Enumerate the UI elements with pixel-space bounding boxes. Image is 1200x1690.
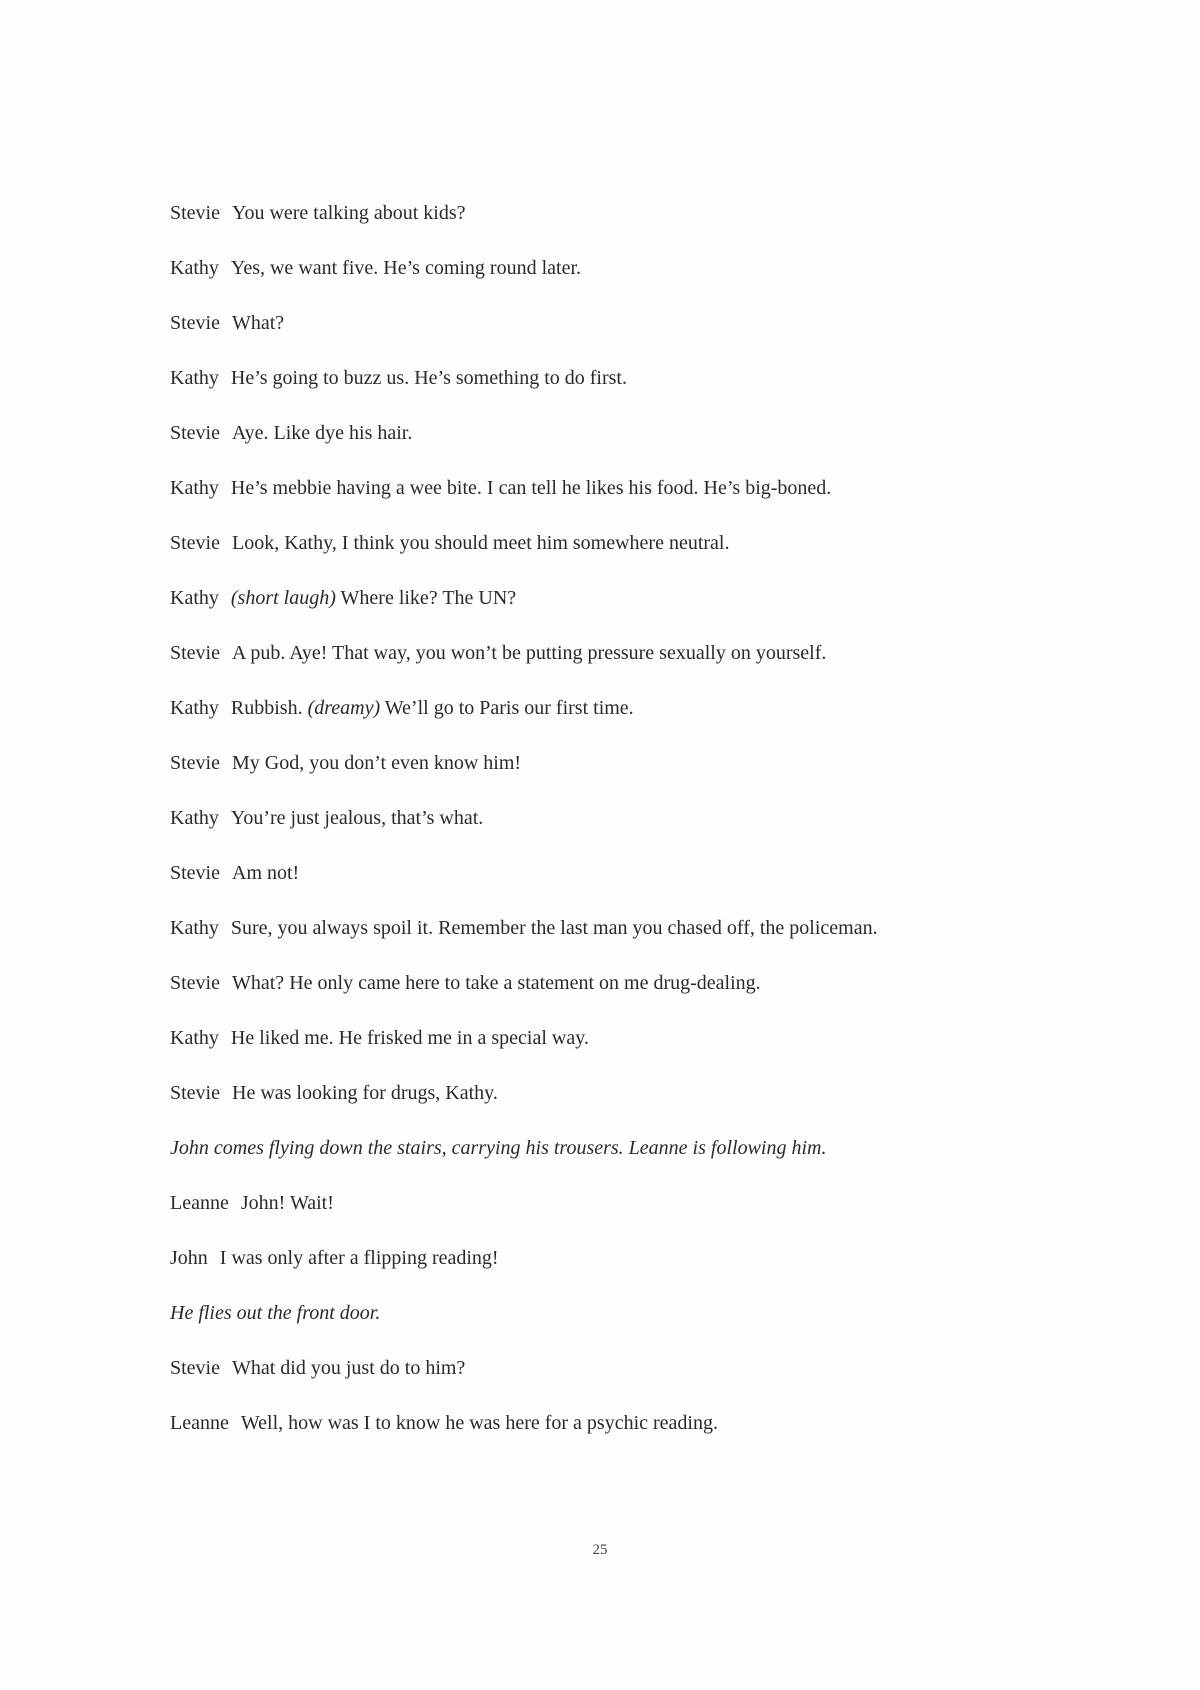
dialogue-text: John! Wait! [240,1192,334,1214]
dialogue-line [170,255,1070,310]
speaker-name: Stevie [170,1357,220,1379]
speaker-name: Kathy [170,587,219,609]
dialogue-line [170,420,1070,475]
dialogue-line [170,750,1070,805]
dialogue-line [170,860,1070,915]
dialogue-text: My God, you don’t even know him! [232,752,522,774]
stage-direction-inline: (short laugh) [230,587,336,609]
dialogue-line [170,475,1070,530]
stage-direction: He flies out the front door. [170,1302,381,1324]
speaker-name: John [170,1247,208,1269]
page-number: 25 [592,1542,608,1558]
dialogue-text: What did you just do to him? [232,1357,466,1379]
dialogue-text: Aye. Like dye his hair. [232,422,413,444]
speaker-name: Kathy [170,477,219,499]
dialogue-text: What? [232,312,285,334]
speaker-name: Stevie [170,422,220,444]
dialogue-line [170,530,1070,585]
dialogue-text: He’s going to buzz us. He’s something to do first. [230,367,627,389]
dialogue-line [170,365,1070,420]
speaker-name: Kathy [170,1027,219,1049]
speaker-name: Kathy [170,367,219,389]
dialogue-line [170,310,1070,365]
dialogue-line [170,1245,1070,1300]
dialogue-line [170,1025,1070,1080]
dialogue-text: A pub. Aye! That way, you won’t be putting pressure sexually on yourself. [232,642,827,664]
speaker-name: Stevie [170,862,220,884]
dialogue-line [170,200,1070,255]
dialogue-line [170,1355,1070,1410]
dialogue-text: What? He only came here to take a statement on me drug-dealing. [232,972,761,994]
dialogue-text: Look, Kathy, I think you should meet him somewhere neutral. [232,532,730,554]
speaker-name: Leanne [170,1192,229,1214]
dialogue-text: He was looking for drugs, Kathy. [232,1082,498,1104]
speaker-name: Stevie [170,532,220,554]
dialogue-block [170,200,1070,1465]
speaker-name: Stevie [170,642,220,664]
dialogue-text: He’s mebbie having a wee bite. I can tell he likes his food. He’s big-boned. [230,477,832,499]
dialogue-line [170,970,1070,1025]
speaker-name: Stevie [170,972,220,994]
dialogue-text: We’ll go to Paris our first time. [380,697,634,719]
speaker-name: Kathy [170,807,219,829]
speaker-name: Kathy [170,917,219,939]
speaker-name: Kathy [170,257,219,279]
dialogue-line [170,915,1070,970]
speaker-name: Stevie [170,202,220,224]
stage-direction: John comes flying down the stairs, carrying his trousers. Leanne is following him. [170,1137,827,1159]
speaker-name: Kathy [170,697,219,719]
speaker-name: Stevie [170,752,220,774]
dialogue-text: Am not! [232,862,300,884]
speaker-name: Stevie [170,1082,220,1104]
dialogue-text: You were talking about kids? [232,202,466,224]
dialogue-text: He liked me. He frisked me in a special way. [230,1027,589,1049]
dialogue-text: Yes, we want five. He’s coming round later. [230,257,582,279]
dialogue-line [170,1410,1070,1465]
dialogue-text: You’re just jealous, that’s what. [230,807,484,829]
dialogue-text: I was only after a flipping reading! [219,1247,499,1269]
dialogue-line [170,695,1070,750]
speaker-name: Leanne [170,1412,229,1434]
dialogue-line [170,805,1070,860]
dialogue-text: Sure, you always spoil it. Remember the last man you chased off, the policeman. [230,917,878,939]
dialogue-line [170,1190,1070,1245]
dialogue-text: Rubbish. [230,697,308,719]
stage-direction-inline: (dreamy) [307,697,381,719]
dialogue-line [170,640,1070,695]
speaker-name: Stevie [170,312,220,334]
dialogue-text: Where like? The UN? [335,587,517,609]
dialogue-line [170,1080,1070,1135]
dialogue-text: Well, how was I to know he was here for a psychic reading. [240,1412,718,1434]
dialogue-line [170,585,1070,640]
